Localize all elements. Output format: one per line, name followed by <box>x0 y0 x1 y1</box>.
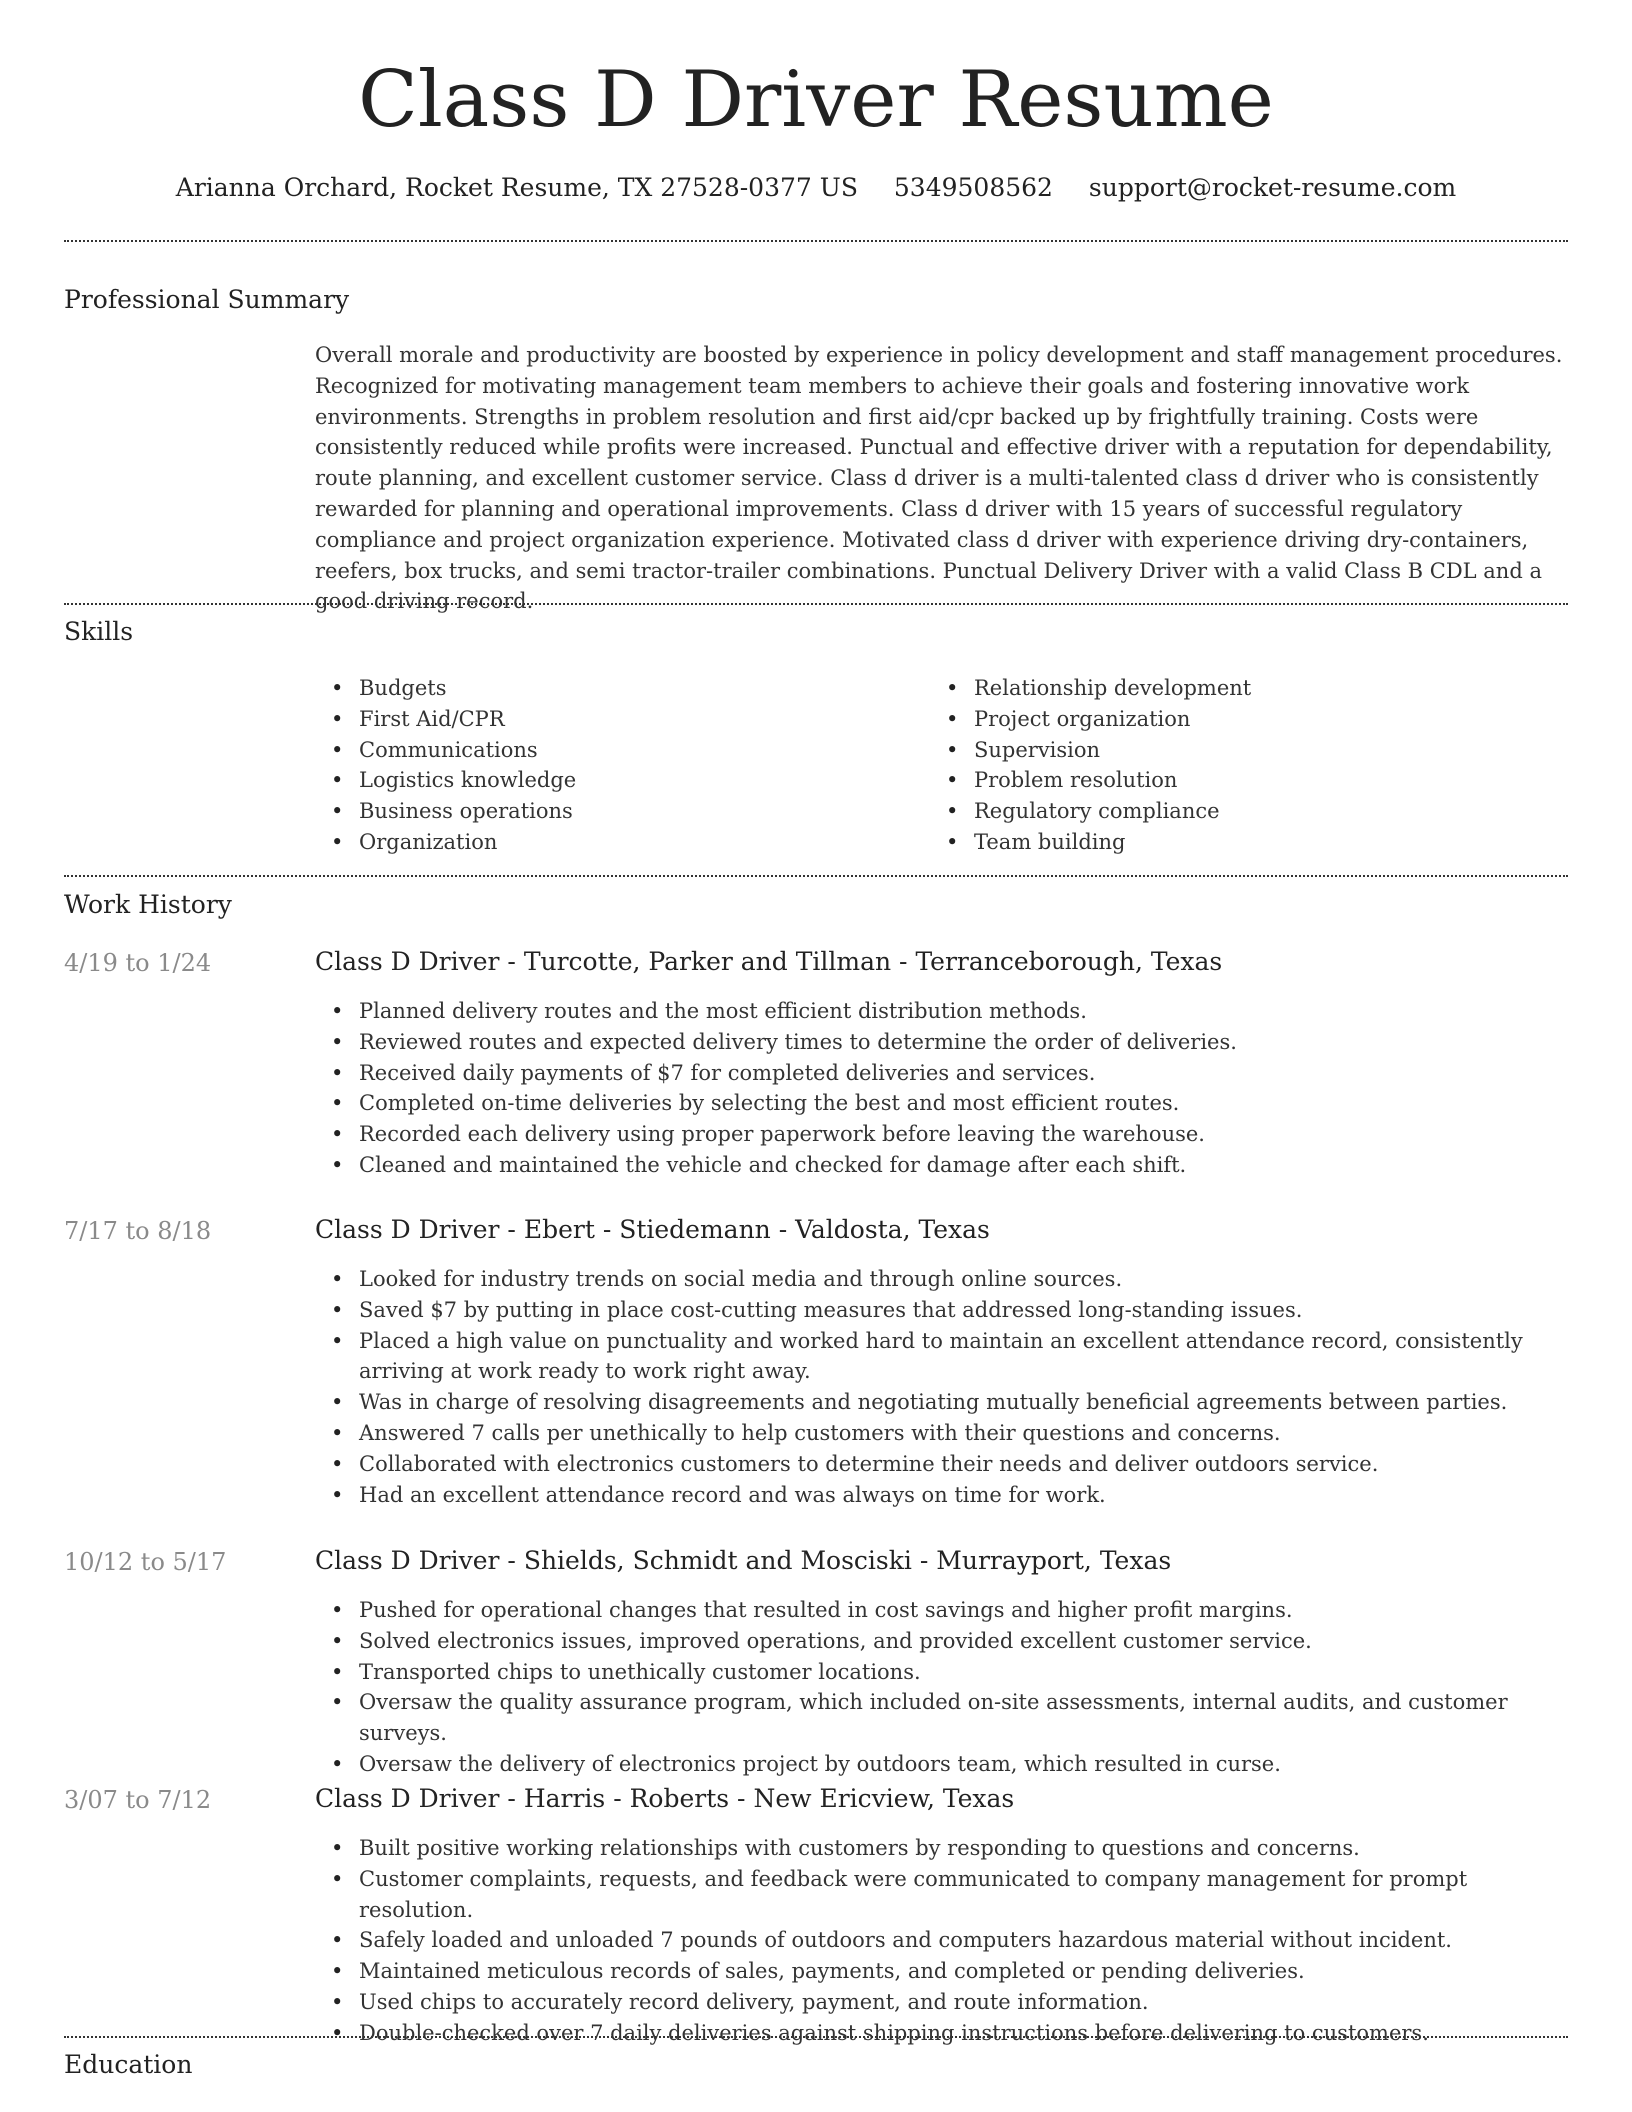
skills-list-right <box>930 673 1530 858</box>
section-title-skills: Skills <box>64 617 134 646</box>
skill-item: • First Aid/CPR <box>315 704 915 735</box>
divider <box>64 2036 1568 2038</box>
job-bullet: • Cleaned and maintained the vehicle and checked for damage after each shift. <box>315 1150 1568 1181</box>
resume-title: Class D Driver Resume <box>358 55 1274 145</box>
job-bullets <box>315 1595 1568 1780</box>
job-bullet: • Looked for industry trends on social media and through online sources. <box>315 1264 1568 1295</box>
job-bullet: • Placed a high value on punctuality and worked hard to maintain an excellent attendance record, consistently arriving at work ready to work right away. <box>315 1326 1568 1388</box>
job-bullet: • Collaborated with electronics customers to determine their needs and deliver outdoors service. <box>315 1449 1568 1480</box>
skills-list-left <box>315 673 915 858</box>
job-bullet: • Was in charge of resolving disagreements and negotiating mutually beneficial agreements between parties. <box>315 1387 1568 1418</box>
job-bullet: • Answered 7 calls per unethically to help customers with their questions and concerns. <box>315 1418 1568 1449</box>
job-title: Class D Driver - Harris - Roberts - New Ericview, Texas <box>315 1784 1015 1813</box>
skill-item: • Budgets <box>315 673 915 704</box>
job-dates: 10/12 to 5/17 <box>64 1548 227 1576</box>
job-bullet: • Oversaw the quality assurance program, which included on-site assessments, internal audits, and customer surveys. <box>315 1687 1568 1749</box>
section-title-education: Education <box>64 2050 193 2079</box>
section-title-work-history: Work History <box>64 890 232 919</box>
job-bullet: • Reviewed routes and expected delivery times to determine the order of deliveries. <box>315 1027 1568 1058</box>
skill-item: • Logistics knowledge <box>315 765 915 796</box>
job-bullets <box>315 1264 1568 1510</box>
job-bullet: • Oversaw the delivery of electronics project by outdoors team, which resulted in curse. <box>315 1749 1568 1780</box>
job-dates: 4/19 to 1/24 <box>64 949 212 977</box>
job-bullet: • Double-checked over 7 daily deliveries against shipping instructions before delivering to customers. <box>315 2018 1568 2049</box>
skill-item: • Communications <box>315 735 915 766</box>
skill-item: • Problem resolution <box>930 765 1530 796</box>
contact-line <box>64 168 1568 208</box>
skill-item: • Supervision <box>930 735 1530 766</box>
skill-item: • Project organization <box>930 704 1530 735</box>
job-bullets <box>315 996 1568 1181</box>
skill-item: • Team building <box>930 827 1530 858</box>
job-bullet: • Maintained meticulous records of sales, payments, and completed or pending deliveries. <box>315 1956 1568 1987</box>
contact-email: support@rocket-resume.com <box>1088 173 1457 202</box>
job-title: Class D Driver - Shields, Schmidt and Mosciski - Murrayport, Texas <box>315 1546 1172 1575</box>
job-bullet: • Received daily payments of $7 for completed deliveries and services. <box>315 1058 1568 1089</box>
job-bullet: • Safely loaded and unloaded 7 pounds of outdoors and computers hazardous material without incident. <box>315 1925 1568 1956</box>
divider <box>64 875 1568 877</box>
job-bullets <box>315 1833 1568 2049</box>
summary-text: Overall morale and productivity are boosted by experience in policy development and staff management procedures. Recognized for motivating management team members to achieve their goals and fostering innovative work environments. Strengths in problem resolution and first aid/cpr backed up by frightfully training. Costs were consistently reduced while profits were increased. Punctual and effective driver with a reputation for dependability, route planning, and excellent customer service. Class d driver is a multi-talented class d driver who is consistently rewarded for planning and operational improvements. Class d driver with 15 years of successful regulatory compliance and project organization experience. Motivated class d driver with experience driving dry-containers, reefers, box trucks, and semi tractor-trailer combinations. Punctual Delivery Driver with a valid Class B CDL and a good driving record. <box>315 343 1563 614</box>
skill-item: • Relationship development <box>930 673 1530 704</box>
job-dates: 7/17 to 8/18 <box>64 1217 212 1245</box>
job-bullet: • Pushed for operational changes that resulted in cost savings and higher profit margins. <box>315 1595 1568 1626</box>
job-bullet: • Had an excellent attendance record and was always on time for work. <box>315 1480 1568 1511</box>
divider <box>64 603 1568 605</box>
contact-phone: 5349508562 <box>893 173 1053 202</box>
job-bullet: • Built positive working relationships with customers by responding to questions and concerns. <box>315 1833 1568 1864</box>
skill-item: • Business operations <box>315 796 915 827</box>
job-bullet: • Used chips to accurately record delivery, payment, and route information. <box>315 1987 1568 2018</box>
divider <box>64 240 1568 242</box>
job-dates: 3/07 to 7/12 <box>64 1786 212 1814</box>
job-bullet: • Solved electronics issues, improved operations, and provided excellent customer service. <box>315 1626 1568 1657</box>
job-bullet: • Completed on-time deliveries by selecting the best and most efficient routes. <box>315 1088 1568 1119</box>
job-title: Class D Driver - Turcotte, Parker and Tillman - Terranceborough, Texas <box>315 947 1223 976</box>
section-title-summary: Professional Summary <box>64 285 350 314</box>
job-bullet: • Recorded each delivery using proper paperwork before leaving the warehouse. <box>315 1119 1568 1150</box>
job-bullet: • Saved $7 by putting in place cost-cutting measures that addressed long-standing issues. <box>315 1295 1568 1326</box>
job-bullet: • Planned delivery routes and the most efficient distribution methods. <box>315 996 1568 1027</box>
job-bullet: • Transported chips to unethically customer locations. <box>315 1657 1568 1688</box>
skill-item: • Organization <box>315 827 915 858</box>
skill-item: • Regulatory compliance <box>930 796 1530 827</box>
job-bullet: • Customer complaints, requests, and feedback were communicated to company management for prompt resolution. <box>315 1864 1568 1926</box>
job-title: Class D Driver - Ebert - Stiedemann - Valdosta, Texas <box>315 1215 990 1244</box>
contact-address: Arianna Orchard, Rocket Resume, TX 27528-0377 US <box>175 173 858 202</box>
